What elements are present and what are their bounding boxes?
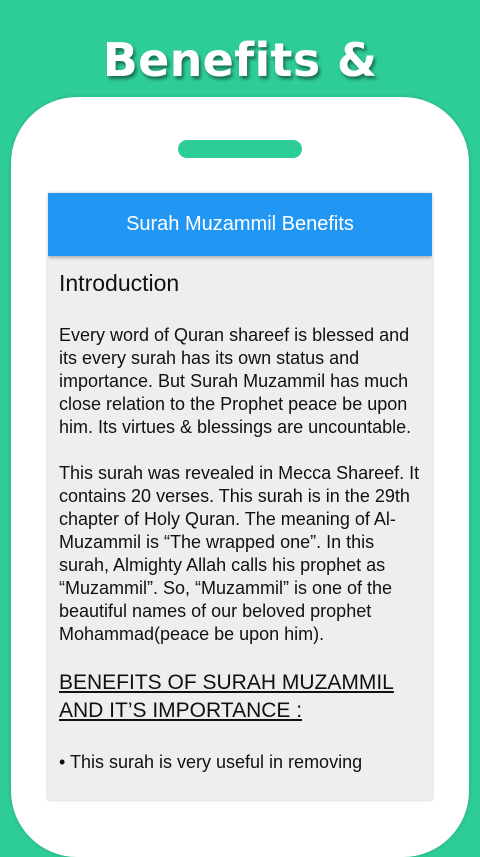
- article-content[interactable]: [48, 256, 432, 774]
- app-bar: [48, 193, 432, 256]
- app-bar-title: Surah Muzammil Benefits: [126, 213, 354, 235]
- article-paragraph: This surah was revealed in Mecca Shareef. It contains 20 verses. This surah is in the 29th chapter of Holy Quran. The meaning of Al-Muzammil is “The wrapped one”. In this surah, Almighty Allah calls his prophet as “Muzammil”. So, “Muzammil” is one of the beautiful names of our beloved prophet Mohammad(peace be upon him).: [59, 463, 420, 644]
- bullet-item: • This surah is very useful in removing: [59, 752, 363, 772]
- phone-speaker: [178, 140, 302, 158]
- app-screen[interactable]: [48, 193, 432, 800]
- section-heading: BENEFITS OF SURAH MUZAMMIL AND IT’S IMPORTANCE :: [59, 671, 394, 722]
- article-paragraph: Every word of Quran shareef is blessed and its every surah has its own status and importance. But Surah Muzammil has much close relation to the Prophet peace be upon him. Its virtues & blessings are uncountable.: [59, 325, 412, 437]
- article-heading: Introduction: [59, 270, 180, 296]
- banner-title: Benefits &: [102, 33, 378, 87]
